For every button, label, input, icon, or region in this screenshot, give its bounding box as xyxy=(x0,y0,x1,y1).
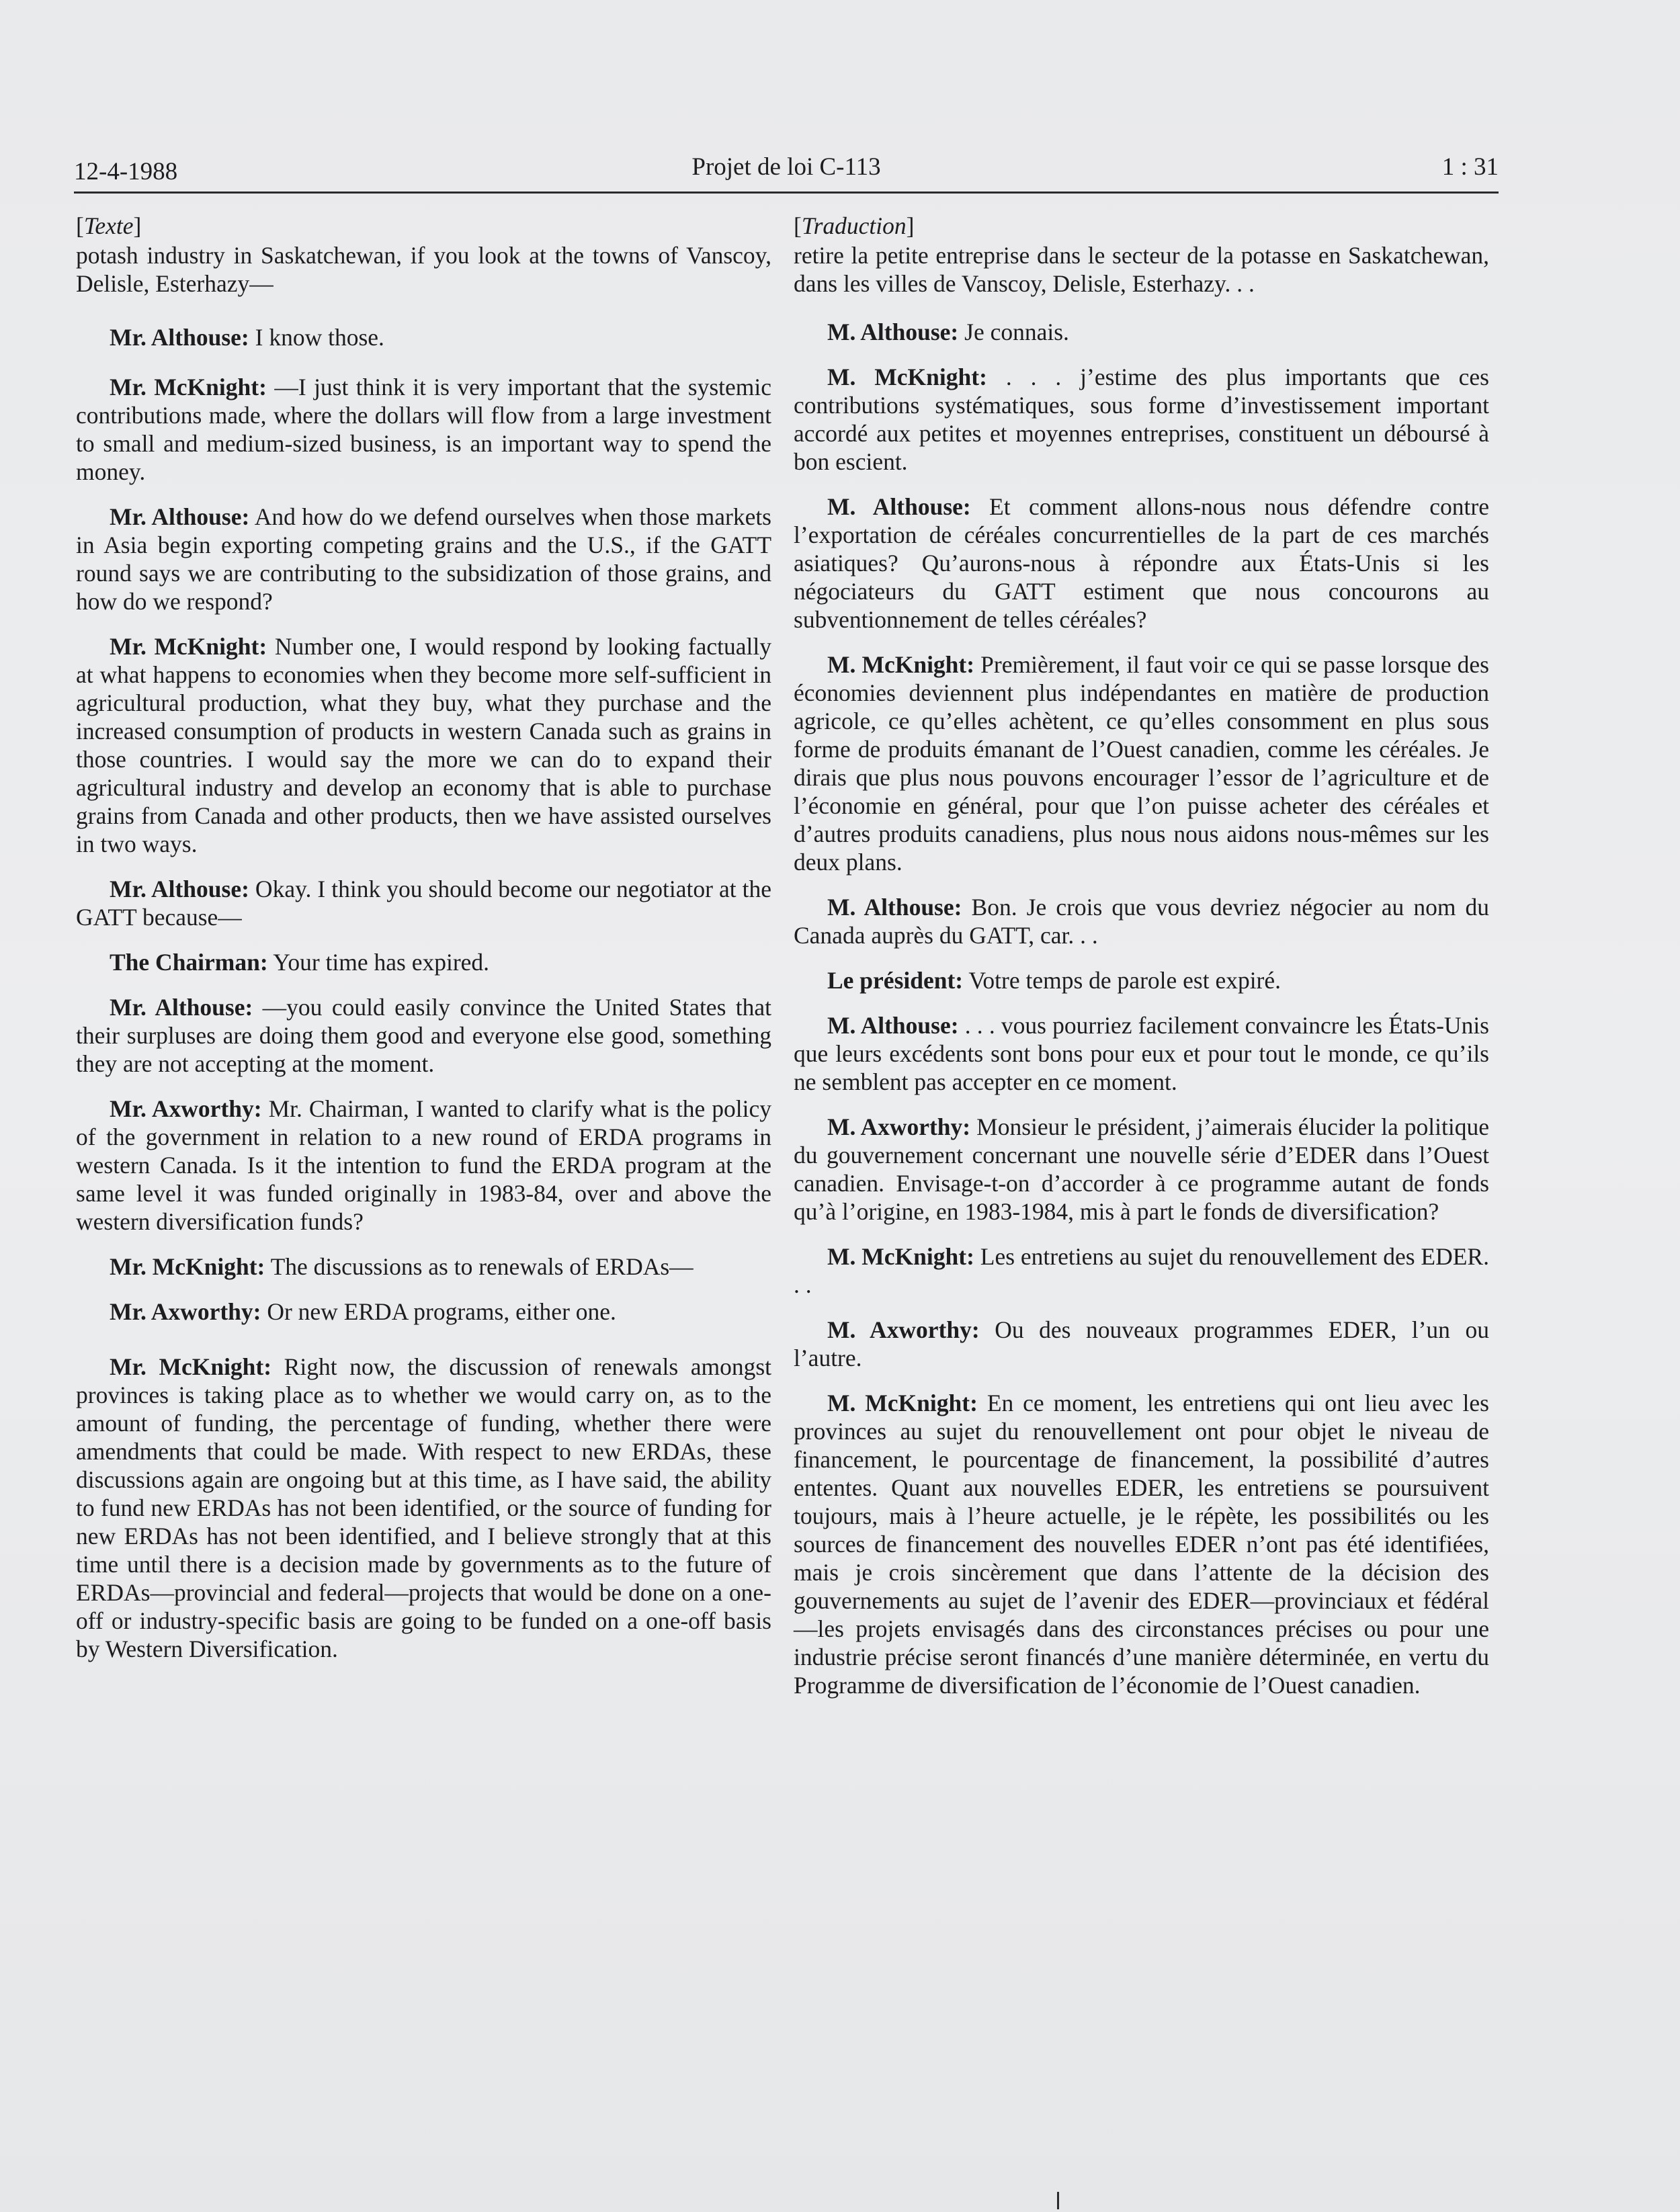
column-label-text: Texte xyxy=(83,212,134,239)
speech-paragraph xyxy=(794,1242,1489,1299)
speech-text: Monsieur le président, j’aimerais élucider la politique du gouvernement concernant une nouvelle série d’EDER dans l’Ouest canadien. Envisage-t-on d’accorder à ce programme autant de fonds qu’à l’origine, en 1983-1984, mis à part le fonds de diversification? xyxy=(794,1113,1489,1225)
speaker-name: Mr. Althouse: xyxy=(110,876,249,902)
speech-text: Your time has expired. xyxy=(267,949,490,976)
speaker-name: Mr. McKnight: xyxy=(110,1253,265,1280)
speech-text: Les entretiens au sujet du renouvellement des EDER. . . xyxy=(794,1243,1489,1298)
speech-paragraph xyxy=(76,632,771,858)
speech-paragraph xyxy=(76,875,771,931)
column-label-text: Traduction xyxy=(801,212,907,239)
speech-paragraph xyxy=(76,503,771,615)
speaker-name: Mr. Althouse: xyxy=(110,324,249,351)
opening-paragraph: potash industry in Saskatchewan, if you look at the towns of Vanscoy, Delisle, Esterhazy— xyxy=(76,242,771,297)
speaker-name: Mr. Althouse: xyxy=(110,994,253,1021)
speech-paragraph xyxy=(76,1353,771,1663)
speech-paragraph xyxy=(76,1252,771,1281)
speech-text: Bon. Je crois que vous devriez négocier au nom du Canada auprès du GATT, car. . . xyxy=(794,894,1490,949)
speech-text: The discussions as to renewals of ERDAs— xyxy=(265,1253,694,1280)
speaker-name: M. McKnight: xyxy=(827,651,975,678)
speech-text: Or new ERDA programs, either one. xyxy=(261,1298,616,1325)
speech-paragraph xyxy=(794,650,1489,876)
speech-text: Premièrement, il faut voir ce qui se passe lorsque des économies deviennent plus indépendantes en matière de production agricole, ce qu’elles achètent, ce qu’elles consomment en plus sous forme de produits émanant de l’Ouest canadien, comme les céréales. Je dirais que plus nous pouvons encourager l’essor de l’agriculture et de l’économie en général, pour que l’on puisse acheter des céréales et d’autres produits canadiens, plus nous nous aidons nous-mêmes sur les deux plans. xyxy=(794,651,1489,876)
speech-text: Ou des nouveaux programmes EDER, l’un ou l’autre. xyxy=(794,1316,1489,1371)
speaker-name: Mr. Axworthy: xyxy=(110,1298,261,1325)
speech-text: —you could easily convince the United States that their surpluses are doing them good and everyone else good, something they are not accepting at the moment. xyxy=(76,994,772,1077)
bracket-close: ] xyxy=(906,212,915,239)
left-column xyxy=(76,212,771,1680)
right-column xyxy=(794,212,1489,1716)
speaker-name: M. Axworthy: xyxy=(827,1113,971,1140)
speaker-name: Mr. Althouse: xyxy=(110,503,250,530)
bracket-open: [ xyxy=(794,212,802,239)
speech-paragraph xyxy=(76,1298,771,1326)
speech-text: . . . j’estime des plus importants que ces contributions systématiques, sous forme d’investissement important accordé aux petites et moyennes entreprises, constituent un déboursé à bon escient. xyxy=(794,364,1489,475)
speech-text: Je connais. xyxy=(958,318,1069,345)
speech-paragraph xyxy=(76,993,771,1078)
speech-paragraph xyxy=(76,323,771,351)
header-page-number: 1 : 31 xyxy=(1441,153,1499,181)
speech-text: I know those. xyxy=(249,324,384,351)
speech-paragraph xyxy=(794,1316,1489,1372)
speech-text: Right now, the discussion of renewals amongst provinces is taking place as to whether we would carry on, as to the amount of funding, the percentage of funding, whether there were amendments that could be made. With respect to new ERDAs, these discussions again are ongoing but at this time, as I have said, the ability to fund new ERDAs has not been identified, or the source of funding for new ERDAs has not been identified, and I believe strongly that at this time until there is a decision made by governments as to the future of ERDAs—provincial and federal—projects that would be done on a one-off or industry-specific basis are going to be funded on a one-off basis by Western Diversification. xyxy=(76,1353,772,1662)
opening-paragraph: retire la petite entreprise dans le secteur de la potasse en Saskatchewan, dans les villes de Vanscoy, Delisle, Esterhazy. . . xyxy=(794,242,1489,297)
speaker-name: Mr. McKnight: xyxy=(110,633,267,660)
speaker-name: M. McKnight: xyxy=(827,364,987,390)
speaker-name: Le président: xyxy=(827,967,964,994)
speaker-name: Mr. McKnight: xyxy=(110,374,267,400)
speech-text: Okay. I think you should become our negotiator at the GATT because— xyxy=(76,876,771,931)
speech-paragraph xyxy=(76,1095,771,1236)
speech-paragraph xyxy=(794,363,1489,476)
speech-text: . . . vous pourriez facilement convaincre les États-Unis que leurs excédents sont bons pour eux et pour tout le monde, ce qu’ils ne semblent pas accepter en ce moment. xyxy=(794,1012,1489,1095)
speaker-name: M. Althouse: xyxy=(827,894,962,921)
column-label xyxy=(76,212,771,240)
speech-text: Et comment allons-nous nous défendre contre l’exportation de céréales concurrentielles de la part de ces marchés asiatiques? Qu’aurons-nous à répondre aux États-Unis si les négociateurs du GATT estiment que nous concourons au subventionnement de telles céréales? xyxy=(794,493,1490,633)
speech-paragraph xyxy=(794,1113,1489,1226)
speaker-name: M. Althouse: xyxy=(827,1012,959,1039)
header-date: 12-4-1988 xyxy=(74,158,178,185)
speech-text: Mr. Chairman, I wanted to clarify what is the policy of the government in relation to a new round of ERDA programs in western Canada. Is it the intention to fund the ERDA program at the same level it was funded originally in 1983-84, over and above the western diversification funds? xyxy=(76,1095,771,1235)
speaker-name: M. Axworthy: xyxy=(827,1316,980,1343)
speaker-name: M. Althouse: xyxy=(827,493,971,520)
speech-paragraph xyxy=(794,493,1489,634)
running-header xyxy=(74,149,1499,189)
speaker-name: M. Althouse: xyxy=(827,318,959,345)
speech-paragraph xyxy=(76,948,771,976)
header-title: Projet de loi C-113 xyxy=(691,153,881,181)
speaker-name: The Chairman: xyxy=(110,949,268,976)
bracket-close: ] xyxy=(133,212,142,239)
column-label xyxy=(794,212,1489,240)
speech-text: And how do we defend ourselves when those markets in Asia begin exporting competing grains and the U.S., if the GATT round says we are contributing to the subsidization of those grains, and how do we respond? xyxy=(76,503,772,615)
speech-paragraph xyxy=(794,318,1489,346)
speech-paragraph xyxy=(794,893,1489,949)
speaker-name: M. McKnight: xyxy=(827,1390,978,1416)
speech-paragraph xyxy=(794,1011,1489,1096)
speech-text: Number one, I would respond by looking factually at what happens to economies when they become more self-sufficient in agricultural production, what they buy, what they purchase and the increased consumption of products in western Canada such as grains in those countries. I would say the more we can do to expand their agricultural industry and develop an economy that is able to purchase grains from Canada and other products, then we have assisted ourselves in two ways. xyxy=(76,633,771,857)
footer-mark xyxy=(1057,2192,1059,2209)
speaker-name: M. McKnight: xyxy=(827,1243,974,1270)
speech-paragraph xyxy=(794,1389,1489,1699)
header-rule xyxy=(74,192,1499,194)
speech-paragraph xyxy=(76,373,771,486)
speaker-name: Mr. McKnight: xyxy=(110,1353,272,1380)
speaker-name: Mr. Axworthy: xyxy=(110,1095,262,1122)
speech-text: Votre temps de parole est expiré. xyxy=(963,967,1282,994)
speech-text: —I just think it is very important that the systemic contributions made, where the dollars will flow from a large investment to small and medium-sized business, is an important way to spend the money. xyxy=(76,374,772,485)
bracket-open: [ xyxy=(76,212,84,239)
speech-text: En ce moment, les entretiens qui ont lieu avec les provinces au sujet du renouvellement ont pour objet le niveau de financement, le pourcentage de financement, la possibilité d’autres ententes. Quant aux nouvelles EDER, les entretiens se poursuivent toujours, mais à l’heure actuelle, je le répète, les possibilités ou les sources de financement des nouvelles EDER n’ont pas été identifiées, mais je crois sincèrement que dans l’attente de la décision des gouvernements au sujet de l’avenir des EDER—provinciaux et fédéral—les projets envisagés dans des circonstances précises ou pour une industrie précise seront financés d’une manière déterminée, en vertu du Programme de diversification de l’économie de l’Ouest canadien. xyxy=(794,1390,1489,1699)
speech-paragraph xyxy=(794,966,1489,994)
